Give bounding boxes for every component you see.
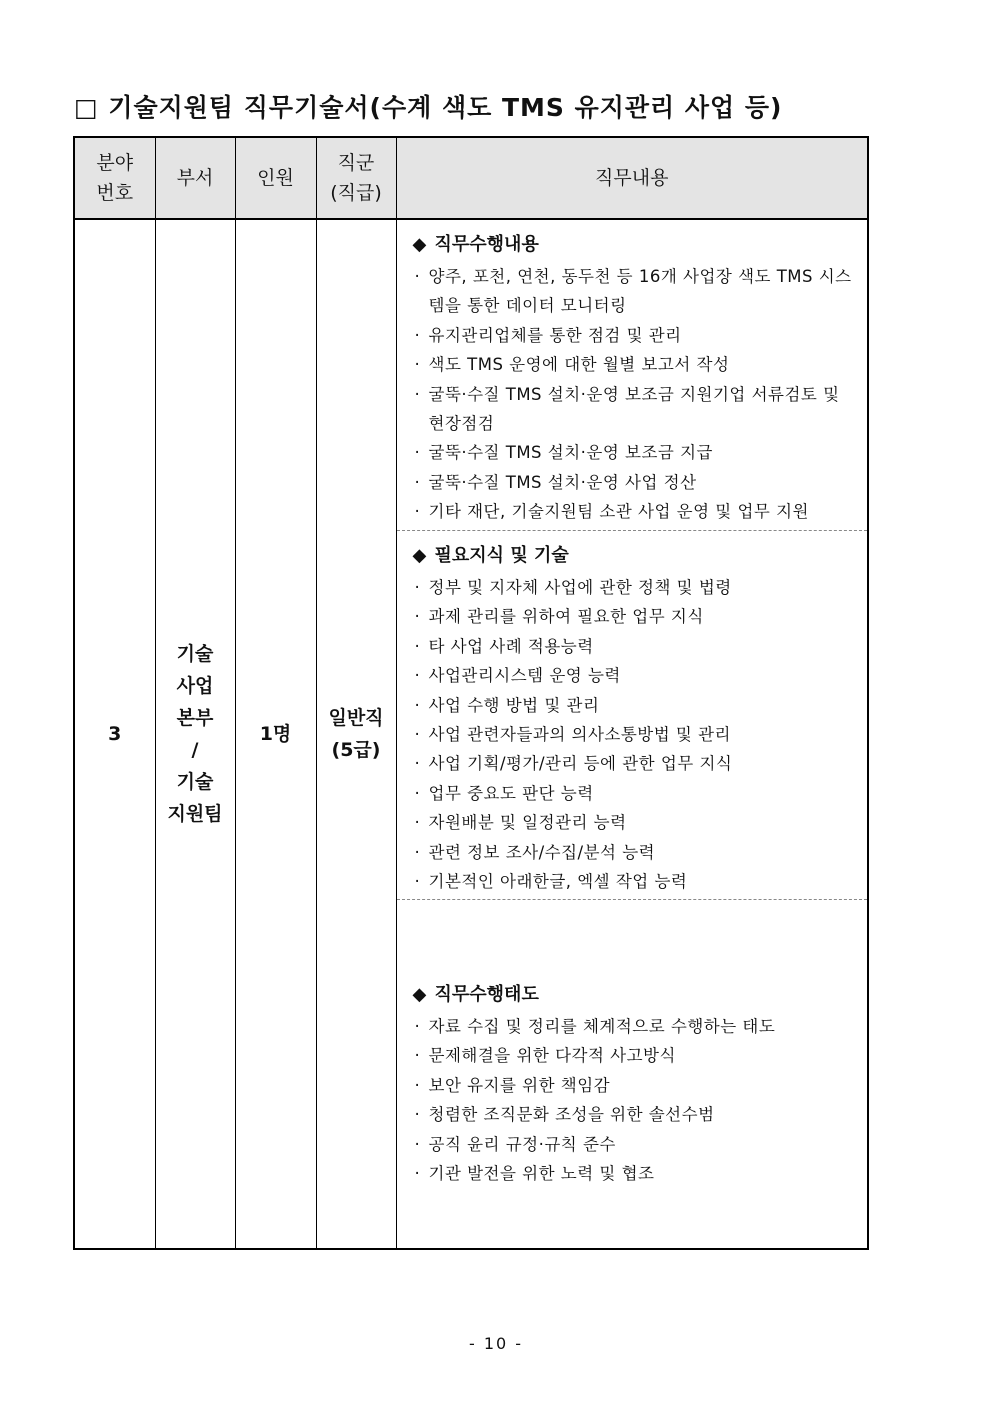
header-row [74,137,868,219]
list-item: · 기본적인 아래한글, 엑셀 작업 능력 [413,867,858,896]
list-item: · 사업 관련자들과의 의사소통방법 및 관리 [413,720,858,749]
table-row [74,219,868,1249]
document-title: □ 기술지원팀 직무기술서(수계 색도 TMS 유지관리 사업 등) [74,93,783,122]
list-item: · 굴뚝·수질 TMS 설치·운영 보조금 지원기업 서류검토 및 현장점검 [413,380,858,439]
department-line: / [191,739,199,761]
diamond-icon: ◆ [412,984,427,1005]
department-line: 사업 [176,675,214,697]
header-grade [316,137,396,219]
list-item: · 업무 중요도 판단 능력 [413,779,858,808]
list-item: · 공직 윤리 규정·규칙 준수 [413,1130,858,1159]
section-required-knowledge [397,531,868,900]
grade-line1: 일반직 [328,707,384,729]
cell-personnel: 1명 [235,219,316,1249]
diamond-icon: ◆ [412,545,427,566]
list-item: · 사업관리시스템 운영 능력 [413,661,858,690]
department-line: 기술 [176,771,214,793]
attitude-list [413,1012,858,1188]
department-line: 지원팀 [167,803,223,825]
header-field-number-line1: 분야 [96,152,134,174]
knowledge-list [413,573,858,896]
department-line: 본부 [176,707,214,729]
duty-list [413,262,858,527]
cell-grade [316,219,396,1249]
list-item: · 사업 수행 방법 및 관리 [413,691,858,720]
header-field-number [74,137,155,219]
list-item: · 타 사업 사례 적용능력 [413,632,858,661]
list-item: · 굴뚝·수질 TMS 설치·운영 사업 정산 [413,468,858,497]
grade-line2: (5급) [331,739,381,761]
list-item: · 기관 발전을 위한 노력 및 협조 [413,1159,858,1188]
header-duties: 직무내용 [396,137,868,219]
header-grade-line2: (직급) [330,182,382,204]
header-department: 부서 [155,137,235,219]
cell-duties [396,219,868,1249]
list-item: · 청렴한 조직문화 조성을 위한 솔선수범 [413,1100,858,1129]
cell-field-number: 3 [74,219,155,1249]
list-item: · 유지관리업체를 통한 점검 및 관리 [413,321,858,350]
list-item: · 문제해결을 위한 다각적 사고방식 [413,1041,858,1070]
list-item: · 관련 정보 조사/수집/분석 능력 [413,838,858,867]
department-line: 기술 [176,643,214,665]
list-item: · 과제 관리를 위하여 필요한 업무 지식 [413,602,858,631]
section-title [413,982,858,1008]
job-description-table [73,136,869,1250]
list-item: · 굴뚝·수질 TMS 설치·운영 보조금 지급 [413,438,858,467]
list-item: · 양주, 포천, 연천, 동두천 등 16개 사업장 색도 TMS 시스템을 통한 데이터 모니터링 [413,262,858,321]
list-item: · 자료 수집 및 정리를 체계적으로 수행하는 태도 [413,1012,858,1041]
list-item: · 정부 및 지자체 사업에 관한 정책 및 법령 [413,573,858,602]
cell-department [155,219,235,1249]
list-item: · 기타 재단, 기술지원팀 소관 사업 운영 및 업무 지원 [413,497,858,526]
section-title-text: 직무수행태도 [434,984,539,1005]
section-title-text: 직무수행내용 [434,234,539,255]
section-duty-content [397,220,868,531]
diamond-icon: ◆ [412,234,427,255]
section-work-attitude [397,900,868,1248]
list-item: · 보안 유지를 위한 책임감 [413,1071,858,1100]
header-field-number-line2: 번호 [96,182,134,204]
list-item: · 사업 기획/평가/관리 등에 관한 업무 지식 [413,749,858,778]
section-title [413,543,858,569]
list-item: · 자원배분 및 일정관리 능력 [413,808,858,837]
header-personnel: 인원 [235,137,316,219]
list-item: · 색도 TMS 운영에 대한 월별 보고서 작성 [413,350,858,379]
page-number: - 10 - [468,1334,524,1353]
section-title-text: 필요지식 및 기술 [434,545,569,566]
header-grade-line1: 직군 [337,152,375,174]
section-title [413,232,858,258]
